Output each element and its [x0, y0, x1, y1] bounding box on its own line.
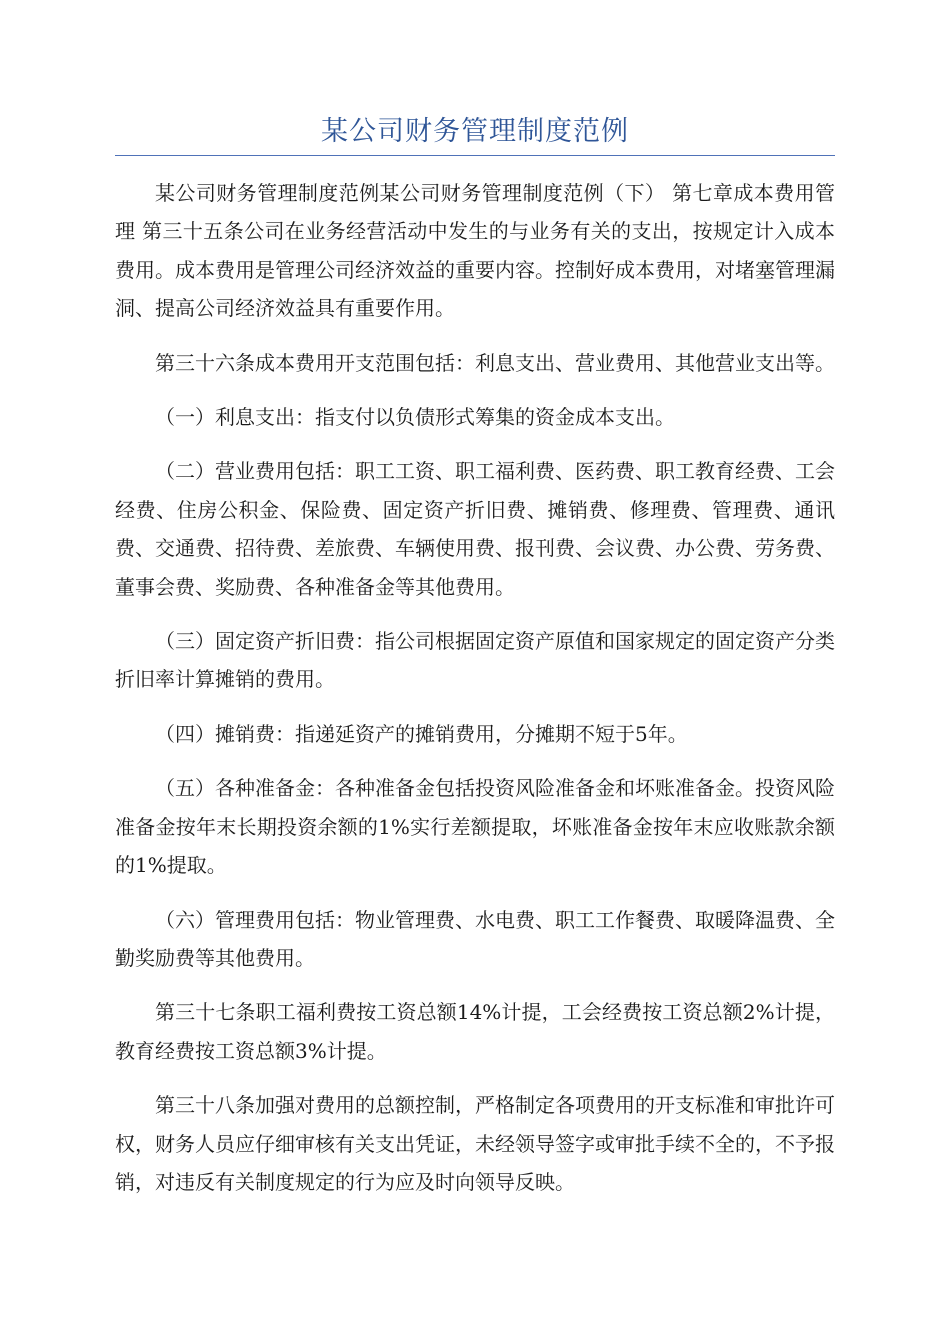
paragraph: 第三十八条加强对费用的总额控制，严格制定各项费用的开支标准和审批许可权，财务人员应仔细审核有关支出凭证，未经领导签字或审批手续不全的，不予报销，对违反有关制度规定的行为应及时向领导反映。: [115, 1093, 835, 1194]
paragraph: （一）利息支出：指支付以负债形式筹集的资金成本支出。: [155, 405, 675, 430]
paragraph: 第三十六条成本费用开支范围包括：利息支出、营业费用、其他营业支出等。: [155, 350, 835, 375]
title-underline: [115, 155, 835, 156]
page-title: 某公司财务管理制度范例: [321, 116, 629, 147]
paragraph: （三）固定资产折旧费：指公司根据固定资产原值和国家规定的固定资产分类折旧率计算摊销的费用。: [115, 629, 835, 692]
paragraph: （二）营业费用包括：职工工资、职工福利费、医药费、职工教育经费、工会经费、住房公积金、保险费、固定资产折旧费、摊销费、修理费、管理费、通讯费、交通费、招待费、差旅费、车辆使用费、报刊费、会议费、办公费、劳务费、董事会费、奖励费、各种准备金等其他费用。: [115, 459, 835, 599]
paragraph: （四）摊销费：指递延资产的摊销费用，分摊期不短于5年。: [155, 721, 688, 746]
paragraph: （六）管理费用包括：物业管理费、水电费、职工工作餐费、取暖降温费、全勤奖励费等其他费用。: [115, 907, 835, 970]
paragraph: （五）各种准备金：各种准备金包括投资风险准备金和坏账准备金。投资风险准备金按年末长期投资余额的1%实行差额提取，坏账准备金按年末应收账款余额的1%提取。: [115, 776, 835, 878]
paragraph: 某公司财务管理制度范例某公司财务管理制度范例（下） 第七章成本费用管理 第三十五条公司在业务经营活动中发生的与业务有关的支出，按规定计入成本费用。成本费用是管理公司经济效益的重要内容。控制好成本费用，对堵塞管理漏洞、提高公司经济效益具有重要作用。: [115, 181, 835, 321]
document-body: [115, 174, 835, 1217]
paragraph: 第三十七条职工福利费按工资总额14%计提，工会经费按工资总额2%计提，教育经费按工资总额3%计提。: [115, 1000, 835, 1063]
